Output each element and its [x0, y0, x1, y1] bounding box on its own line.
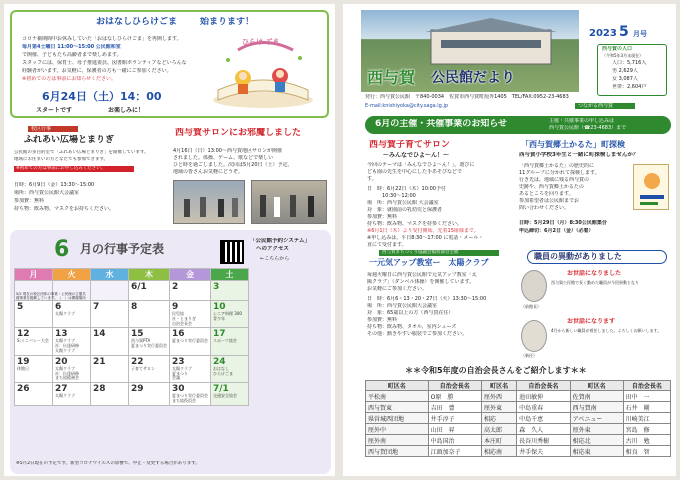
- calendar-date: 7: [93, 302, 100, 312]
- karuta-text3: 行き先は、地域に残る西与賀の: [519, 177, 590, 183]
- kosodate-d3: 場 所：西与賀公民館 大会議室: [367, 200, 439, 206]
- calendar-day-header: 水: [91, 269, 129, 281]
- leader-name: 吉田 豊: [428, 402, 481, 413]
- calendar-date: 15: [131, 329, 144, 340]
- kosodate-d9: 直にて受付ます。: [367, 242, 407, 248]
- kosodate-text1: 今回のテーマは「みんなでひよ～ん！」。遊びに: [367, 162, 475, 168]
- salon-text3: ひと時を過ごしました。次回は5月20日（土）予定。: [173, 162, 293, 168]
- salon-title: 西与賀サロンにお邪魔しました: [175, 128, 302, 138]
- calendar-date: 24: [213, 356, 226, 367]
- calendar-cell: [211, 355, 249, 382]
- district-name: 平松南: [366, 391, 429, 402]
- calendar-event: 太陽クラブ 社：伝達研修 まち協総務会: [55, 365, 79, 381]
- leader-name: 山田 昇: [428, 424, 481, 435]
- calendar-date: 6: [55, 302, 62, 312]
- karuta-d1: 日時：5月29日（月）8:30公民館集合: [519, 220, 607, 226]
- district-name: 相応南: [482, 446, 517, 457]
- kosodate-title: 西与賀子育てサロン: [369, 140, 451, 150]
- calendar-event: 子育てサロン: [131, 365, 155, 371]
- calendar-date: 28: [93, 384, 106, 395]
- calendar-date: 21: [93, 356, 106, 367]
- fureai-text4: 場所：西与賀公民館大会議室: [14, 190, 80, 196]
- taiyou-club-section: [365, 250, 513, 362]
- population-male: 男 2,629人: [612, 68, 638, 74]
- calendar-event: 休館日: [17, 365, 29, 371]
- right-page: [343, 4, 676, 476]
- calendar-event: 太陽クラブ: [55, 311, 75, 316]
- karuta-sub: 西与賀小学校3年生と一緒に町探検しませんか？: [519, 152, 639, 158]
- calendar-cell: [211, 281, 249, 301]
- kosodate-d8: ※申し込みは、平日8:30～17:00 に電話・メール・: [367, 235, 484, 241]
- fureai-text2: 地域にお住まいの方どなたでも参加できます。: [14, 157, 109, 162]
- karuta-text6: 参加希望者は公民館までお: [519, 198, 580, 204]
- leader-name: 宮島 修: [623, 424, 670, 435]
- population-female: 女 3,087人: [612, 76, 638, 82]
- ohanashi-title: おはなしひらけごま: [96, 17, 178, 27]
- email-line[interactable]: E-mail:knishiyoka@city.saga.lg.jp: [365, 103, 449, 109]
- taiyou-title: 一元気アップ教室ー 太陽クラブ: [369, 258, 489, 267]
- qr-label-3: ←こちらから: [260, 256, 290, 262]
- ohanashi-date: 6月24日（土）14：00: [42, 90, 162, 103]
- calendar-event: 交通安全協会: [213, 393, 237, 399]
- leader-name: 石井 剛: [623, 402, 670, 413]
- ohanashi-line6: ※初めての方は事前にお知らせください。: [22, 76, 117, 82]
- fureai-text5: 参加費：無料: [14, 198, 45, 204]
- ohanashi-line5: 経験者がいます。お気軽に、保護者の方も一緒にご参加ください。: [22, 68, 172, 74]
- staff-bye: お世話になりました: [567, 270, 622, 277]
- taiyou-d3: 対 象：65歳以上の方（西与賀在住）: [367, 310, 454, 316]
- calendar-date: 3: [213, 282, 220, 292]
- district-name: 厘外東: [482, 402, 517, 413]
- calendar-event: 夏まつり実行委員会 まち協役員会: [172, 393, 208, 403]
- calendar-date: 7/1: [213, 384, 229, 395]
- district-name: 高太郎: [482, 424, 517, 435]
- population-total: 人口：5,716人: [612, 60, 647, 66]
- calendar-cell: [129, 281, 170, 301]
- calendar-cell: [170, 301, 211, 328]
- calendar-cell: [15, 355, 53, 382]
- calendar-date: 27: [55, 384, 68, 395]
- leader-name: 井手保夫: [517, 446, 570, 457]
- calendar-event: スポーツ協会: [213, 338, 237, 344]
- karuta-text1: 「西与賀郷土かるた」の歴史的に: [519, 163, 595, 169]
- leaders-header: 自治会長名: [428, 381, 481, 391]
- leader-name: 井手淳子: [428, 413, 481, 424]
- karuta-section: [517, 138, 673, 250]
- calendar-cell: [15, 383, 53, 406]
- calendar-date: 23: [172, 356, 185, 367]
- publisher-line: 発行：西与賀公民館 〒840-0034 佐賀市西与賀町厘外1405 TEL/FAX:0952-23-4683: [365, 94, 569, 100]
- leader-name: 長谷川秀樹: [517, 435, 570, 446]
- ohanashi-start: スタートです: [36, 107, 73, 114]
- calendar-cell: [91, 281, 129, 301]
- ohanashi-line4: スタッフには、保育士、母子推進委員、図書館ボランティアなどいろんな: [22, 60, 187, 66]
- calendar-date: 30: [172, 384, 185, 395]
- calendar-note-top: 5/2 現在の校区団体の事業・公民館の主催共催事業を掲載しています。（ ）は開催場所: [16, 292, 86, 301]
- leader-name: 相良 智: [623, 446, 670, 457]
- calendar-cell: [53, 383, 91, 406]
- staff-welcome-text: 4月から新しい職員が着任しました。よろしくお願いします。: [551, 328, 662, 333]
- calendar-grid: [14, 268, 249, 406]
- karuta-text7: 問い合わせください。: [519, 205, 570, 211]
- karuta-text2: 11グループに分かれて探検します。: [519, 170, 600, 176]
- ohanashi-line3: で開催、子どもたち高齢者まで楽しめます。: [22, 52, 122, 58]
- calendar-cell: [15, 301, 53, 328]
- taiyou-d4: 参加費：無料: [367, 317, 398, 323]
- calendar-cell: [211, 328, 249, 355]
- fureai-text1: 公民館の多目的室で「ふれあい広場とまりぎ」を開催しています。: [14, 150, 149, 155]
- leaders-section: [365, 366, 671, 472]
- kosodate-d1: 日 時：6月22日（木）10:00予付: [367, 186, 446, 192]
- kosodate-d7: ※6月1日（木）より受付開始、先着15組様まで。: [367, 228, 479, 234]
- karuta-d2: 申込締切：6月2日（金）（必着）: [519, 228, 594, 234]
- leader-name: 中島重春: [517, 402, 570, 413]
- qr-label-2: へのアクセス: [256, 246, 289, 252]
- calendar-date: 9: [172, 302, 179, 312]
- kosodate-text2: ども園の先生を中心にした手あそびなどで: [367, 169, 463, 175]
- calendar-day-header: 木: [129, 269, 170, 281]
- masthead-year: 2023: [589, 28, 617, 39]
- district-name: 相応東: [570, 446, 623, 457]
- calendar-date: 13: [55, 329, 68, 340]
- calendar-event: 西与賀PTA 夏まつり実行委員会: [131, 338, 167, 349]
- calendar-day-header: 土: [211, 269, 249, 281]
- karuta-card-illustration: [633, 164, 669, 210]
- leader-name: 池田敏伸: [517, 391, 570, 402]
- leader-name: 田中 一: [623, 391, 670, 402]
- leader-name: 川崎美江: [623, 413, 670, 424]
- calendar-cell: [129, 301, 170, 328]
- ohanashi-line2: 毎月第4土曜日 11:00～15:00 公民館和室: [22, 44, 121, 50]
- calendar-cell: [15, 328, 53, 355]
- qr-label-1: 「公民館予約システム」: [250, 238, 310, 244]
- karuta-title: 「西与賀郷土かるた」町探検: [521, 140, 625, 149]
- staff-title: 職員の異動がありました: [527, 250, 667, 264]
- staff-bye-text: 西与賀公民館で長く勤めた職員が今回異動となり: [551, 280, 639, 285]
- district-name: 西与賀東: [366, 402, 429, 413]
- calendar-cell: [170, 355, 211, 382]
- taiyou-d2: 場 所：西与賀公民館大会議室: [367, 303, 438, 309]
- calendar-event: シニア料理 300 青少年: [213, 311, 242, 321]
- calendar-cell: [129, 383, 170, 406]
- district-name: 厘外中: [366, 424, 429, 435]
- staff-name-1: （前館長）: [521, 304, 541, 309]
- leaders-title: ＊＊令和5年度の自治会長さんをご紹介します＊＊: [405, 366, 587, 375]
- kosodate-text3: す。: [367, 176, 377, 182]
- leaders-header: 町区名: [482, 381, 517, 391]
- calendar-date: 29: [131, 384, 144, 395]
- district-name: 相応北: [570, 435, 623, 446]
- calendar-date: 14: [93, 329, 106, 340]
- staff-name-2: （新任）: [521, 353, 537, 358]
- kosodate-d6: 持ち物：飲み物、マスクを持参ください。: [367, 221, 463, 227]
- fureai-note: ※初めての方は事前にお申し込みください。: [14, 166, 134, 172]
- calendar-date: 12: [17, 329, 30, 340]
- district-name: 相応: [482, 413, 517, 424]
- ohanashi-subtitle: 始まります！: [200, 17, 255, 27]
- district-name: 厘外西: [482, 391, 517, 402]
- karuta-text4: 史跡や、西与賀郷土かるたの: [519, 184, 584, 190]
- calendar-cell: [53, 328, 91, 355]
- kosodate-d5: 参加費：無料: [367, 214, 398, 220]
- calendar-cell: [211, 383, 249, 406]
- district-name: 本庄町: [482, 435, 517, 446]
- calendar-event: 太陽クラブ: [55, 393, 75, 399]
- leaders-header: 自治会長名: [517, 381, 570, 391]
- leaders-row: [366, 424, 671, 435]
- salon-text1: 4月16日（日）13:00～西与賀地区サロンが開催: [173, 148, 282, 154]
- leaders-row: [366, 413, 671, 424]
- fureai-title: ふれあい広場とまりぎ: [24, 135, 115, 145]
- calendar-date: 6/1: [131, 282, 147, 292]
- calendar-event: おはなし ひらけごま: [213, 365, 233, 376]
- population-box: [597, 44, 667, 96]
- district-name: 厘外東: [570, 424, 623, 435]
- calendar-cell: [170, 328, 211, 355]
- calendar-date: 5: [17, 302, 24, 312]
- population-date: （令和5年3月末現在）: [602, 53, 644, 58]
- calendar-note-bottom: ※5月2日現在の予定です。新型コロナウイルスの影響で、中止・変更する場合があります。: [16, 461, 200, 466]
- calendar-day-header: 月: [15, 269, 53, 281]
- kosodate-sub: ～みんなでひよ～ん！～: [383, 152, 450, 159]
- taiyou-text2: 陽クラブ」（ダンベル体操）を開催しています。: [367, 279, 475, 285]
- masthead-title-hi: 西与賀: [367, 68, 416, 87]
- calendar-event: 太陽クラブ 社：伝達研修 太陽クラブ: [55, 338, 79, 353]
- calendar-cell: [170, 281, 211, 301]
- calendar-cell: [129, 328, 170, 355]
- calendar-date: 22: [131, 356, 144, 367]
- taiyou-d5: 持ち物：飲み物、タオル、室内シューズ: [367, 324, 457, 330]
- leaders-header: 町区名: [366, 381, 429, 391]
- staff-photo-2: [521, 320, 547, 352]
- calendar-month-number: 6: [54, 237, 70, 262]
- calendar-cell: [91, 328, 129, 355]
- ohanashi-welcome: お楽しみに！: [108, 107, 145, 114]
- calendar-cell: [53, 355, 91, 382]
- district-name: アベニュー: [570, 413, 623, 424]
- leaders-row: [366, 446, 671, 457]
- district-name: 厘外南: [366, 435, 429, 446]
- masthead: [343, 4, 676, 112]
- events-header: [365, 116, 671, 134]
- district-name: 佐賀南: [570, 391, 623, 402]
- kosodate-d2: 10:30～12:00: [367, 193, 416, 199]
- calendar-cell: [53, 301, 91, 328]
- fureai-text6: 持ち物：飲み物、マスクをお持ちください。: [14, 206, 115, 212]
- calendar-date: 2: [172, 282, 179, 292]
- leader-name: 中島国治: [428, 435, 481, 446]
- taiyou-d1: 日 時：6月6・13・20・27日（火）13:30～15:00: [367, 296, 487, 302]
- fureai-section: [10, 124, 165, 226]
- calendar-title: 月の行事予定表: [80, 242, 165, 256]
- district-name: 県営城西団地: [366, 413, 429, 424]
- taiyou-text1: 毎週火曜日に西与賀公民館で元気アップ教室「太: [367, 272, 477, 278]
- leaders-row: [366, 435, 671, 446]
- calendar-day-header: 火: [53, 269, 91, 281]
- kosodate-d4: 対 象：就園前の乳幼児と保護者: [367, 207, 443, 213]
- calendar-cell: [211, 301, 249, 328]
- left-page: [4, 4, 335, 476]
- calendar-date: 19: [17, 356, 30, 367]
- calendar-date: 10: [213, 302, 226, 312]
- events-apply-2: 西与賀公民館（☎23-4683）まで: [549, 125, 627, 131]
- ohanashi-section: [10, 10, 329, 118]
- leaders-row: [366, 391, 671, 402]
- calendar-date: 16: [172, 329, 185, 340]
- leaders-row: [366, 402, 671, 413]
- calendar-cell: [170, 383, 211, 406]
- calendar-cell: [129, 355, 170, 382]
- salon-text2: されました。体操、ゲーム、歌などで楽しい: [173, 155, 274, 161]
- masthead-month: 5: [619, 24, 629, 40]
- taiyou-tag: 西与賀まちづくり協議会福祉部会主催: [379, 250, 499, 256]
- leaders-table: [365, 380, 671, 457]
- calendar-date: 17: [213, 329, 226, 340]
- events-apply-1: 主催・共催事業の申し込みは: [549, 118, 615, 124]
- tsunagaru-label: つながる西与賀: [575, 103, 635, 109]
- calendar-event: 太陽クラブ 夏まつり 会議: [172, 365, 192, 381]
- population-households: 世帯：2,604戸: [612, 84, 647, 90]
- salon-section: [169, 124, 331, 226]
- calendar-date: 20: [55, 356, 68, 367]
- ohanashi-line1: コロナ禍期間中お休みしていた「おはなしひらけごま」を再開します。: [22, 36, 182, 42]
- leader-name: 森 久人: [517, 424, 570, 435]
- calendar-date: 26: [17, 384, 30, 395]
- calendar-cell: [91, 301, 129, 328]
- calendar-event: 民児協 社・とまりぎ 自治会長会: [172, 311, 196, 326]
- calendar-cell: [91, 355, 129, 382]
- leader-name: 中島千恵: [517, 413, 570, 424]
- salon-photo-1: [173, 180, 245, 224]
- population-title: 西与賀の人口: [602, 46, 633, 52]
- taiyou-text3: お気軽にご参加ください。: [367, 286, 428, 292]
- calendar-cell: [91, 383, 129, 406]
- staff-section: [517, 250, 673, 362]
- calendar-section: [10, 230, 331, 474]
- district-name: 西与賀団地: [366, 446, 429, 457]
- fureai-text3: 日時：6月9日（金）13:30～15:00: [14, 182, 95, 188]
- calendar-date: 8: [131, 302, 138, 312]
- salon-text4: 地域の皆さんお気軽にどうぞ。: [173, 169, 243, 175]
- events-title: 6月の主催・共催事業のお知らせ: [375, 119, 507, 129]
- masthead-title: 公民館だより: [431, 70, 515, 86]
- taiyou-d6: その他：動きやすい服装でご参加ください。: [367, 331, 468, 337]
- staff-photo-1: [521, 270, 547, 302]
- calendar-event: S:ミニバレー大会: [17, 338, 49, 344]
- leaders-header: 町区名: [570, 381, 623, 391]
- ohanashi-art-text: ひらけ ごま: [242, 38, 280, 46]
- leaders-header: 自治会長名: [623, 381, 670, 391]
- calendar-day-header: 金: [170, 269, 211, 281]
- leader-name: O原 勝: [428, 391, 481, 402]
- karuta-text5: あるところを回ります。: [519, 191, 574, 197]
- leader-name: 江頭加奈子: [428, 446, 481, 457]
- district-name: 西与賀南: [570, 402, 623, 413]
- leader-name: 古川 勉: [623, 435, 670, 446]
- staff-welcome: お世話になります: [567, 318, 616, 325]
- masthead-month-label: 月号: [633, 30, 647, 38]
- qr-code-icon[interactable]: [220, 240, 244, 264]
- salon-photo-2: [251, 180, 327, 224]
- calendar-event: 夏まつり実行委員会: [172, 338, 208, 344]
- fureai-tag: 校区行事: [28, 126, 78, 132]
